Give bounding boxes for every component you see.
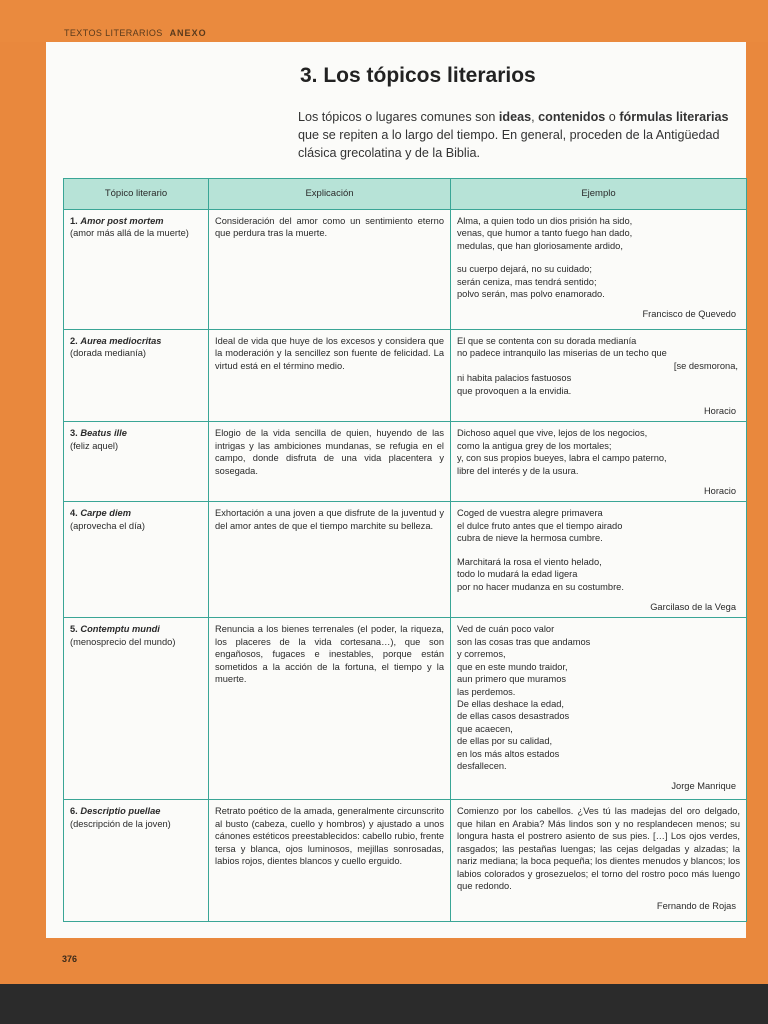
explanation-cell: Exhortación a una joven a que disfrute de la juventud y del amor antes de que el tiempo marchite su belleza. [209, 502, 451, 618]
annex-label: ANEXO [169, 28, 207, 38]
scan-bottom-strip [0, 984, 768, 1024]
topic-spanish-name: (aprovecha el día) [70, 520, 145, 531]
explanation-cell: Retrato poético de la amada, generalmente circunscrito al busto (cabeza, cuello y hombros) y ajustado a unos cánones estéticos preestablecidos: cabello rubio, frente tersa y blanca, ojos luminosos, mejillas sonrosadas, labios rojos, dientes blancos y cuello erguido. [209, 800, 451, 922]
example-line: en los más altos estados [457, 748, 560, 759]
topic-latin-name: Descriptio puellae [80, 806, 161, 817]
example-author: Garcilaso de la Vega [650, 601, 736, 612]
example-line: de ellas casos desastrados [457, 711, 570, 722]
intro-sep-1: , [531, 110, 539, 124]
topic-spanish-name: (amor más allá de la muerte) [70, 228, 189, 239]
table-row [64, 210, 747, 330]
table-row [64, 800, 747, 922]
table-row [64, 618, 747, 800]
topic-number: 1. [70, 216, 78, 226]
intro-sep-2: o [605, 110, 620, 124]
example-line: y, con sus propios bueyes, labra el campo paterno, [457, 453, 667, 464]
example-line: Alma, a quien todo un dios prisión ha sido, [457, 216, 633, 226]
example-line: polvo serán, mas polvo enamorado. [457, 289, 605, 300]
topic-spanish-name: (dorada medianía) [70, 348, 146, 359]
topic-number: 2. [70, 336, 78, 346]
example-line: desfallecen. [457, 760, 507, 771]
topic-spanish-name: (menosprecio del mundo) [70, 636, 176, 647]
table-header-row [64, 179, 747, 210]
example-line: su cuerpo dejará, no su cuidado; [457, 264, 592, 275]
intro-bold-formulas: fórmulas literarias [619, 110, 729, 124]
intro-bold-ideas: ideas [498, 110, 532, 124]
example-line: el dulce fruto antes que el tiempo airado [457, 520, 623, 531]
example-line: [se desmorona, [673, 360, 738, 371]
example-cell [451, 618, 747, 800]
table-row [64, 422, 747, 502]
topic-number: 5. [70, 624, 78, 635]
topic-number: 6. [70, 806, 78, 817]
example-cell [451, 800, 747, 922]
topic-latin-name: Carpe diem [80, 508, 131, 519]
example-line: y corremos, [457, 649, 506, 660]
explanation-cell: Consideración del amor como un sentimiento eterno que perdura tras la muerte. [209, 210, 451, 330]
section-label: TEXTOS LITERARIOS [64, 28, 163, 38]
page-title: 3. Los tópicos literarios [300, 64, 536, 87]
example-author: Fernando de Rojas [656, 901, 736, 912]
header-example: Ejemplo [451, 179, 747, 210]
example-author: Francisco de Quevedo [642, 309, 736, 320]
example-cell [451, 502, 747, 618]
topics-table [63, 178, 747, 922]
example-line: como la antigua grey de los mortales; [457, 440, 612, 451]
topic-latin-name: Contemptu mundi [80, 624, 160, 635]
topic-cell [64, 210, 209, 330]
example-line: que acaecen, [457, 723, 513, 734]
example-cell [451, 210, 747, 330]
example-author: Jorge Manrique [671, 781, 736, 792]
example-line: Marchitará la rosa el viento helado, [457, 556, 602, 567]
example-line: de ellas por su calidad, [457, 736, 553, 747]
example-prose: Comienzo por los cabellos. ¿Ves tú las madejas del oro delgado, que hilan en Arabia? Más lindos son y no resplandecen menos; su longura hasta el postrero asiento de sus pies. […] Los ojos verdes, rasgados; las pestañas luengas; las cejas delgadas y alzadas; la nariz mediana; la boca pequeña; los dientes menudos y blancos; los labios colorados y grosezuelos; el torno del rostro poco más luengo que redondo. [457, 806, 740, 891]
header-topic: Tópico literario [64, 179, 209, 210]
example-line: que provoquen a la envidia. [457, 385, 572, 396]
example-line: cubra de nieve la hermosa cumbre. [457, 533, 603, 544]
page-number: 376 [62, 954, 78, 964]
topic-spanish-name: (feliz aquel) [70, 440, 119, 451]
example-line: todo lo mudará la edad ligera [457, 569, 578, 580]
intro-paragraph [298, 108, 750, 162]
example-line: Coged de vuestra alegre primavera [457, 508, 603, 519]
example-line: libre del interés y de la usura. [457, 465, 579, 476]
example-author: Horacio [703, 406, 736, 417]
example-line: por no hacer mudanza en su costumbre. [457, 581, 624, 592]
section-title [64, 28, 207, 38]
table-row [64, 502, 747, 618]
topic-spanish-name: (descripción de la joven) [70, 818, 171, 829]
topic-cell [64, 502, 209, 618]
explanation-cell: Ideal de vida que huye de los excesos y considera que la moderación y la sencillez son fuente de felicidad. La virtud está en el término medio. [209, 330, 451, 422]
explanation-cell: Elogio de la vida sencilla de quien, huyendo de las intrigas y las ambiciones mundanas, se refugia en el campo, donde disfruta de una vida placentera y sosegada. [209, 422, 451, 502]
example-line: que en este mundo traidor, [457, 661, 568, 672]
topic-cell [64, 422, 209, 502]
example-author: Horacio [703, 486, 736, 497]
intro-text-1: Los tópicos o lugares comunes son [298, 110, 499, 124]
example-line: las perdemos. [457, 686, 516, 697]
example-line: venas, que humor a tanto fuego han dado, [457, 228, 633, 239]
topic-latin-name: Beatus ille [80, 428, 127, 439]
stanza-gap [457, 252, 740, 263]
explanation-cell: Renuncia a los bienes terrenales (el poder, la riqueza, los placeres de la vida cortesana…), que son engañosos, fugaces e inestables, porque están sometidos a la acción de la fortuna, el tiempo y la muerte. [209, 618, 451, 800]
topic-number: 3. [70, 428, 78, 439]
topic-cell [64, 618, 209, 800]
example-line: no padece intranquilo las miserias de un techo que [457, 348, 667, 359]
example-line: El que se contenta con su dorada medianía [457, 336, 637, 346]
example-cell [451, 422, 747, 502]
example-line: medulas, que han gloriosamente ardido, [457, 240, 623, 251]
table-row [64, 330, 747, 422]
topic-cell [64, 800, 209, 922]
topic-latin-name: Aurea mediocritas [80, 336, 162, 346]
example-line: son las cosas tras que andamos [457, 636, 591, 647]
example-line: ni habita palacios fastuosos [457, 373, 572, 384]
example-cell [451, 330, 747, 422]
example-line: De ellas deshace la edad, [457, 698, 564, 709]
intro-bold-contenidos: contenidos [538, 110, 606, 124]
intro-text-2: que se repiten a lo largo del tiempo. En general, proceden de la Antigüedad clásica grecolatina y de la Biblia. [298, 128, 720, 160]
topic-cell [64, 330, 209, 422]
example-line: aun primero que muramos [457, 674, 567, 685]
stanza-gap [457, 545, 740, 556]
header-explanation: Explicación [209, 179, 451, 210]
example-line: Ved de cuán poco valor [457, 624, 555, 635]
page-header [0, 0, 768, 42]
topic-number: 4. [70, 508, 78, 519]
example-line: Dichoso aquel que vive, lejos de los negocios, [457, 428, 648, 439]
topic-latin-name: Amor post mortem [80, 216, 164, 226]
example-line: serán ceniza, mas tendrá sentido; [457, 276, 597, 287]
